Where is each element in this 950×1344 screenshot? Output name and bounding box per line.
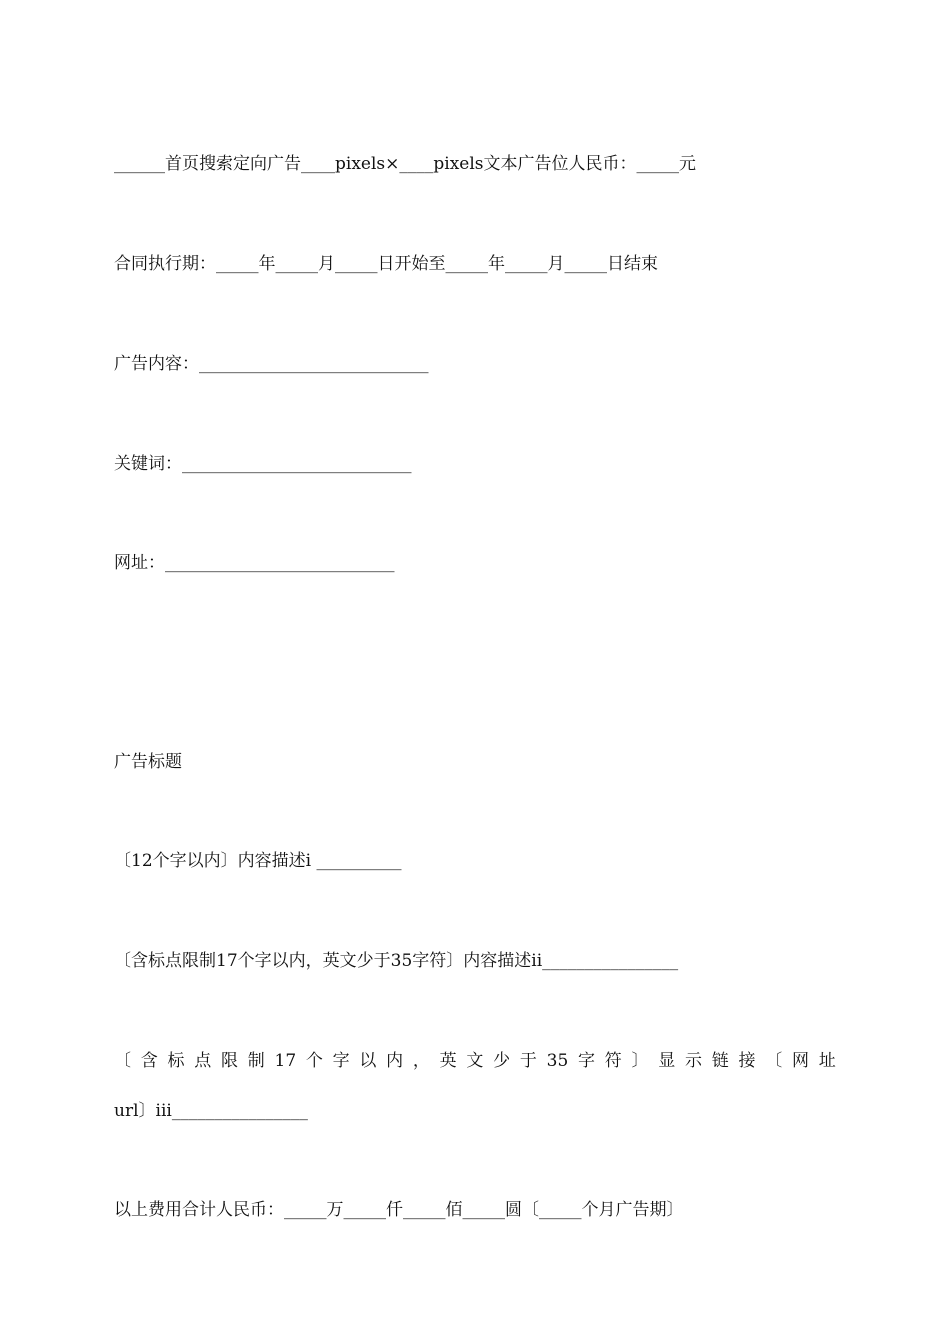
token: 制 — [247, 1051, 265, 1071]
token: 标 — [167, 1051, 185, 1071]
keywords-line: 关键词：___________________________ — [114, 454, 412, 474]
content-description-ii-line: 〔含标点限制17个字以内，英文少于35字符〕内容描述ii________________ — [114, 951, 679, 971]
token: 英 — [439, 1051, 457, 1071]
contract-period-line: 合同执行期：_____年_____月_____日开始至_____年_____月_____日结束 — [114, 254, 658, 274]
token: 符 — [604, 1051, 622, 1071]
token: 35 — [546, 1051, 569, 1071]
token: 17 — [274, 1051, 297, 1071]
token: 少 — [493, 1051, 511, 1071]
token: 文 — [466, 1051, 484, 1071]
token: 含 — [140, 1051, 158, 1071]
website-line: 网址：___________________________ — [114, 553, 395, 573]
token: 以 — [359, 1051, 377, 1071]
token: 字 — [332, 1051, 350, 1071]
total-fee-line: 以上费用合计人民币：_____万_____仟_____佰_____圆〔_____个月广告期〕 — [114, 1200, 684, 1220]
token: 接 — [738, 1051, 756, 1071]
token: 个 — [305, 1051, 323, 1071]
token: 示 — [685, 1051, 703, 1071]
ad-title-heading: 广告标题 — [114, 752, 182, 772]
display-link-url-line: url〕iii________________ — [114, 1101, 308, 1121]
token: 限 — [221, 1051, 238, 1071]
token: 〔 — [765, 1051, 783, 1071]
token: 字 — [578, 1051, 596, 1071]
token: 点 — [194, 1051, 212, 1071]
token: 内 — [386, 1051, 404, 1071]
token: 〔 — [114, 1051, 131, 1071]
token: 网 — [792, 1051, 810, 1071]
token: 址 — [818, 1051, 836, 1071]
token: ， — [412, 1051, 430, 1071]
token: 链 — [711, 1051, 729, 1071]
content-description-i-line: 〔12个字以内〕内容描述i __________ — [114, 851, 402, 871]
token: 显 — [658, 1051, 676, 1071]
display-link-justified-line — [114, 1049, 836, 1073]
ad-position-price-line: ______首页搜索定向广告____pixels×____pixels文本广告位人民币：_____元 — [114, 154, 697, 174]
token: 于 — [519, 1051, 537, 1071]
token: 〕 — [631, 1051, 649, 1071]
ad-content-line: 广告内容：___________________________ — [114, 354, 429, 374]
